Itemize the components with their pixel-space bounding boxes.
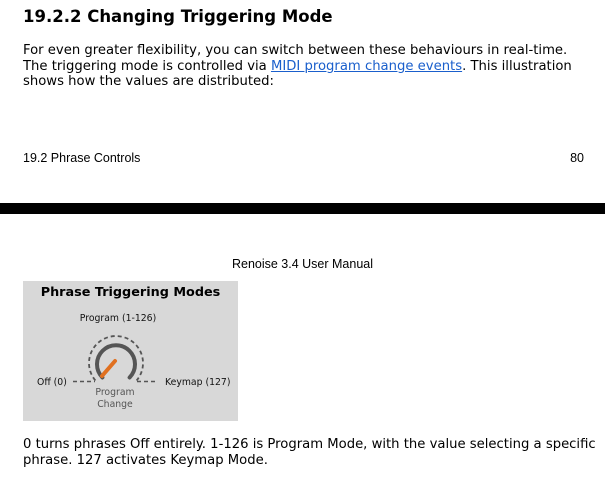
label-off: Off (0) [37, 377, 67, 388]
footer-section-name: 19.2 Phrase Controls [23, 151, 141, 165]
midi-program-change-link[interactable]: MIDI program change events [270, 58, 463, 74]
intro-paragraph [23, 43, 588, 90]
closing-paragraph: 0 turns phrases Off entirely. 1-126 is Program Mode, with the value selecting a specific phrase. 127 activates Keymap Mode. [23, 437, 596, 468]
label-program-range: Program (1-126) [79, 313, 157, 324]
page-break-divider [0, 203, 605, 214]
intro-text-after-link: . This illustration shows how the values are distributed: [23, 58, 576, 89]
intro-text-before-link: For even greater flexibility, you can switch between these behaviours in real-time. The triggering mode is controlled via [23, 43, 572, 74]
knob-indicator [102, 361, 115, 376]
phrase-triggering-modes-figure [23, 281, 238, 421]
label-keymap: Keymap (127) [165, 377, 231, 388]
figure-title: Phrase Triggering Modes [40, 285, 221, 300]
label-program-change: Program Change [95, 387, 135, 410]
page-header-title: Renoise 3.4 User Manual [231, 257, 374, 271]
section-heading: 19.2.2 Changing Triggering Mode [23, 7, 333, 26]
footer-page-number: 80 [570, 151, 584, 165]
